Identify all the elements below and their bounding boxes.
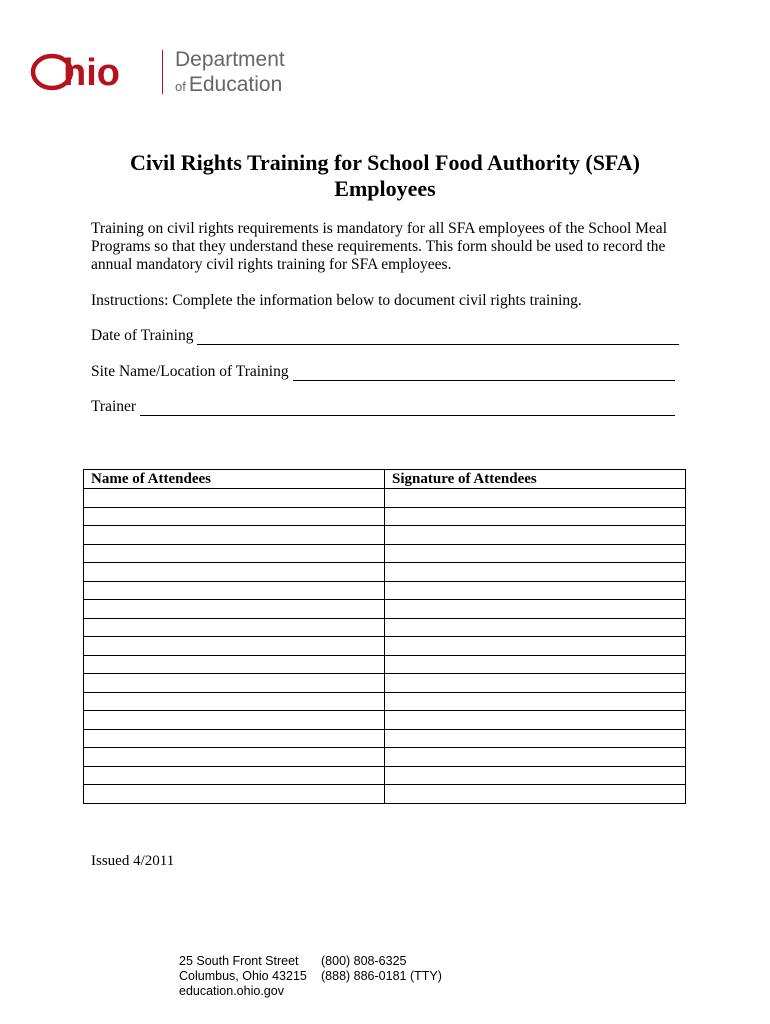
attendee-signature-cell[interactable]: [385, 711, 686, 730]
trainer-field: [91, 398, 675, 416]
attendee-name-cell[interactable]: [84, 729, 385, 748]
attendee-signature-cell[interactable]: [385, 674, 686, 693]
dept-education: Education: [188, 73, 283, 96]
ohio-logo-icon: [30, 46, 152, 98]
attendee-name-cell[interactable]: [84, 526, 385, 545]
title-line-2: Employees: [334, 176, 436, 201]
attendee-name-cell[interactable]: [84, 692, 385, 711]
table-row: [84, 637, 686, 656]
table-row: [84, 766, 686, 785]
date-of-training-input[interactable]: [197, 330, 679, 345]
table-row: [84, 526, 686, 545]
footer-address-line-2: Columbus, Ohio 43215: [179, 969, 307, 983]
table-row: [84, 544, 686, 563]
table-row: [84, 711, 686, 730]
attendees-table-body: [84, 489, 686, 804]
attendee-signature-cell[interactable]: [385, 692, 686, 711]
attendee-name-cell[interactable]: [84, 563, 385, 582]
trainer-label: Trainer: [91, 398, 137, 415]
signature-column-header: Signature of Attendees: [385, 470, 686, 489]
attendee-name-cell[interactable]: [84, 618, 385, 637]
attendee-name-cell[interactable]: [84, 785, 385, 804]
intro-line-2: Programs so that they understand these requirements. This form should be used to record the: [91, 238, 666, 255]
table-row: [84, 674, 686, 693]
logo-divider: [162, 50, 163, 94]
table-row: [84, 729, 686, 748]
attendee-signature-cell[interactable]: [385, 600, 686, 619]
attendee-signature-cell[interactable]: [385, 544, 686, 563]
table-row: [84, 507, 686, 526]
footer-phone-2: (888) 886-0181 (TTY): [321, 969, 442, 983]
footer-phone-1: (800) 808-6325: [321, 954, 407, 968]
ohio-wordmark-text: hio: [63, 52, 120, 94]
date-of-training-label: Date of Training: [91, 327, 194, 344]
dept-line-2: [175, 74, 285, 95]
table-row: [84, 563, 686, 582]
attendee-signature-cell[interactable]: [385, 766, 686, 785]
page-title: [80, 150, 690, 202]
dept-of: of: [175, 79, 186, 94]
attendee-name-cell[interactable]: [84, 637, 385, 656]
site-location-input[interactable]: [293, 366, 675, 381]
attendee-name-cell[interactable]: [84, 581, 385, 600]
footer-address-line-1: 25 South Front Street: [179, 954, 299, 968]
dept-line-1: Department: [175, 48, 285, 71]
site-location-label: Site Name/Location of Training: [91, 363, 289, 380]
attendee-name-cell[interactable]: [84, 489, 385, 508]
attendee-signature-cell[interactable]: [385, 581, 686, 600]
table-row: [84, 785, 686, 804]
attendee-signature-cell[interactable]: [385, 637, 686, 656]
footer-address: [179, 954, 307, 999]
table-header-row: [84, 470, 686, 489]
ohio-wordmark: [30, 46, 152, 98]
intro-line-3: annual mandatory civil rights training for SFA employees.: [91, 256, 452, 273]
attendees-table: [83, 469, 686, 804]
attendee-signature-cell[interactable]: [385, 729, 686, 748]
site-location-field: [91, 363, 675, 381]
intro-line-1: Training on civil rights requirements is mandatory for all SFA employees of the School Meal: [91, 220, 667, 237]
name-column-header: Name of Attendees: [84, 470, 385, 489]
attendee-name-cell[interactable]: [84, 544, 385, 563]
issued-date: Issued 4/2011: [91, 853, 175, 869]
attendee-signature-cell[interactable]: [385, 507, 686, 526]
attendee-name-cell[interactable]: [84, 600, 385, 619]
attendee-name-cell[interactable]: [84, 711, 385, 730]
title-line-1: Civil Rights Training for School Food Authority (SFA): [130, 150, 640, 175]
ohio-education-logo: [30, 46, 285, 98]
table-row: [84, 618, 686, 637]
attendee-signature-cell[interactable]: [385, 655, 686, 674]
attendee-name-cell[interactable]: [84, 655, 385, 674]
intro-paragraph: [91, 220, 691, 274]
table-row: [84, 655, 686, 674]
table-row: [84, 600, 686, 619]
footer-website: education.ohio.gov: [179, 984, 284, 998]
footer-phones: [321, 954, 442, 984]
attendee-signature-cell[interactable]: [385, 489, 686, 508]
table-row: [84, 489, 686, 508]
attendee-name-cell[interactable]: [84, 748, 385, 767]
table-row: [84, 748, 686, 767]
attendee-name-cell[interactable]: [84, 674, 385, 693]
attendee-signature-cell[interactable]: [385, 785, 686, 804]
table-row: [84, 692, 686, 711]
attendee-signature-cell[interactable]: [385, 526, 686, 545]
attendee-signature-cell[interactable]: [385, 563, 686, 582]
instructions-text: Instructions: Complete the information below to document civil rights training.: [91, 292, 582, 309]
department-name: [175, 49, 285, 95]
attendee-signature-cell[interactable]: [385, 618, 686, 637]
trainer-input[interactable]: [140, 401, 675, 416]
table-row: [84, 581, 686, 600]
attendee-name-cell[interactable]: [84, 766, 385, 785]
attendee-signature-cell[interactable]: [385, 748, 686, 767]
attendee-name-cell[interactable]: [84, 507, 385, 526]
date-of-training-field: [91, 327, 679, 345]
